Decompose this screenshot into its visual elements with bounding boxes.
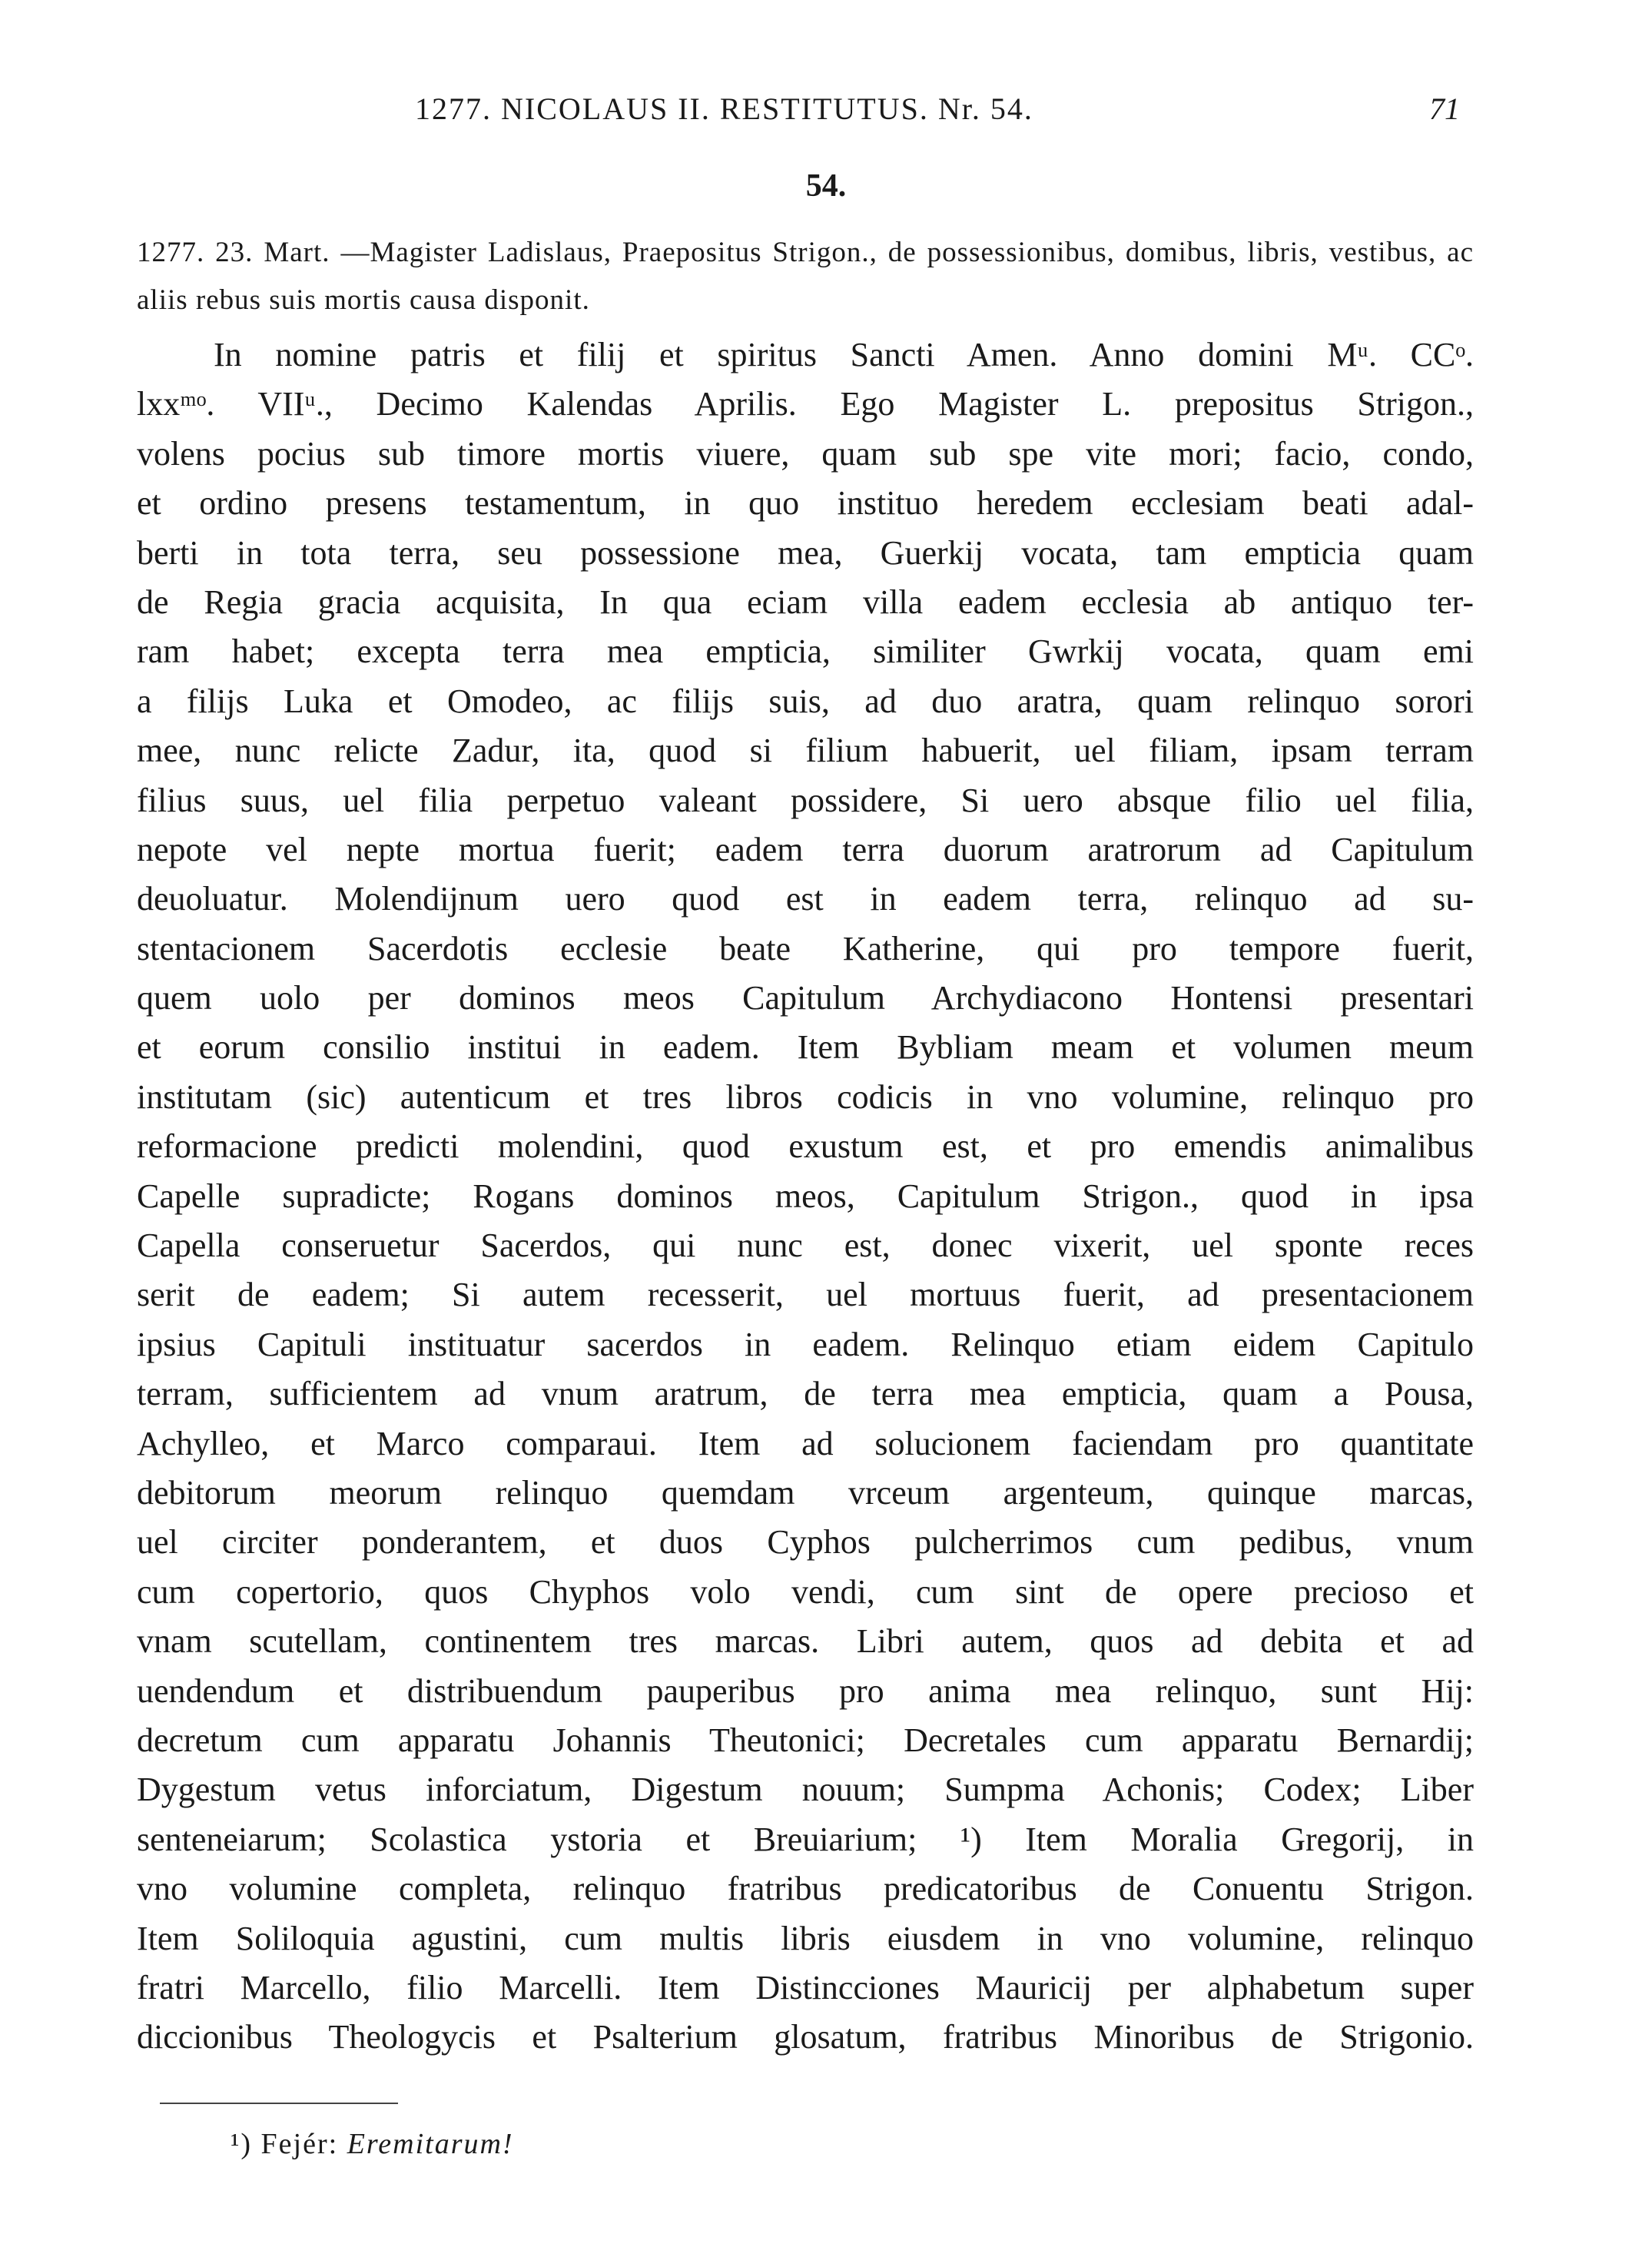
text-line: volens pocius sub timore mortis viuere, quam sub spe vite mori; facio, condo, (137, 434, 1474, 473)
footnote (231, 2127, 514, 2161)
text-line: serit de eadem; Si autem recesserit, uel mortuus fuerit, ad presentacionem (137, 1276, 1474, 1314)
text-line: nepote vel nepte mortua fuerit; eadem terra duorum aratrorum ad Capitulum (137, 830, 1474, 868)
text-line: de Regia gracia acquisita, In qua eciam villa eadem ecclesia ab antiquo ter- (137, 583, 1474, 621)
text-line: et ordino presens testamentum, in quo instituo heredem ecclesiam beati adal- (137, 484, 1474, 523)
text-line: vno volumine completa, relinquo fratribus predicatoribus de Conuentu Strigon. (137, 1870, 1474, 1908)
text-line: a filijs Luka et Omodeo, ac filijs suis, ad duo aratra, quam relinquo sorori (137, 682, 1474, 720)
text-line: debitorum meorum relinquo quemdam vrceum argenteum, quinque marcas, (137, 1473, 1474, 1512)
footnote-divider (160, 2103, 398, 2104)
text-line: ram habet; excepta terra mea empticia, similiter Gwrkij vocata, quam emi (137, 632, 1474, 671)
text-line: stentacionem Sacerdotis ecclesie beate Katherine, qui pro tempore fuerit, (137, 929, 1474, 968)
text-line: uendendum et distribuendum pauperibus pro anima mea relinquo, sunt Hij: (137, 1671, 1474, 1710)
text-line: Item Soliloquia agustini, cum multis libris eiusdem in vno volumine, relinquo (137, 1919, 1474, 1957)
text-line: decretum cum apparatu Johannis Theutonici; Decretales cum apparatu Bernardij; (137, 1721, 1474, 1759)
charter-summary: 1277. 23. Mart. —Magister Ladislaus, Praepositus Strigon., de possessionibus, domibus, libris, vestibus, ac aliis rebus suis mortis causa disponit. (137, 237, 1474, 316)
text-line: mee, nunc relicte Zadur, ita, quod si filium habuerit, uel filiam, ipsam terram (137, 732, 1474, 770)
text-line: Achylleo, et Marco comparaui. Item ad solucionem faciendam pro quantitate (137, 1424, 1474, 1462)
text-line: filius suus, uel filia perpetuo valeant possidere, Si uero absque filio uel filia, (137, 781, 1474, 819)
running-title: 1277. NICOLAUS II. RESTITUTUS. Nr. 54. (415, 91, 1033, 126)
text-line: In nomine patris et filij et spiritus Sancti Amen. Anno domini Mᵘ. CCᵒ. (214, 336, 1474, 373)
page-number: 71 (1429, 91, 1460, 126)
text-line: Capella conseruetur Sacerdos, qui nunc est, donec vixerit, uel sponte reces (137, 1226, 1474, 1265)
text-line: vnam scutellam, continentem tres marcas. Libri autem, quos ad debita et ad (137, 1622, 1474, 1661)
text-line: berti in tota terra, seu possessione mea, Guerkij vocata, tam empticia quam (137, 533, 1474, 572)
text-line: diccionibus Theologycis et Psalterium glosatum, fratribus Minoribus de Strigonio. (137, 2018, 1474, 2056)
text-line: fratri Marcello, filio Marcelli. Item Distincciones Mauricij per alphabetum super (137, 1968, 1474, 2006)
text-line: institutam (sic) autenticum et tres libros codicis in vno volumine, relinquo pro (137, 1077, 1474, 1116)
text-line: Capelle supradicte; Rogans dominos meos, Capitulum Strigon., quod in ipsa (137, 1177, 1474, 1215)
text-line: Dygestum vetus inforciatum, Digestum nouum; Sumpma Achonis; Codex; Liber (137, 1771, 1474, 1809)
text-line: lxxᵐᵒ. VIIᵘ., Decimo Kalendas Aprilis. Ego Magister L. prepositus Strigon., (137, 385, 1474, 423)
text-line: et eorum consilio institui in eadem. Item Bybliam meam et volumen meum (137, 1028, 1474, 1067)
text-line: reformacione predicti molendini, quod exustum est, et pro emendis animalibus (137, 1127, 1474, 1166)
document-number: 54. (805, 168, 847, 204)
charter-text (137, 330, 1474, 2063)
footnote-marker: ¹) Fejér: (231, 2128, 339, 2160)
text-line: terram, sufficientem ad vnum aratrum, de terra mea empticia, quam a Pousa, (137, 1375, 1474, 1413)
text-line: quem uolo per dominos meos Capitulum Archydiacono Hontensi presentari (137, 979, 1474, 1017)
text-line: uel circiter ponderantem, et duos Cyphos pulcherrimos cum pedibus, vnum (137, 1523, 1474, 1562)
text-line: cum copertorio, quos Chyphos volo vendi, cum sint de opere precioso et (137, 1572, 1474, 1611)
text-line: deuoluatur. Molendijnum uero quod est in eadem terra, relinquo ad su- (137, 880, 1474, 918)
footnote-text: Eremitarum! (347, 2128, 514, 2160)
text-line: senteneiarum; Scolastica ystoria et Breuiarium; ¹) Item Moralia Gregorij, in (137, 1820, 1474, 1858)
text-line: ipsius Capituli instituatur sacerdos in eadem. Relinquo etiam eidem Capitulo (137, 1325, 1474, 1363)
